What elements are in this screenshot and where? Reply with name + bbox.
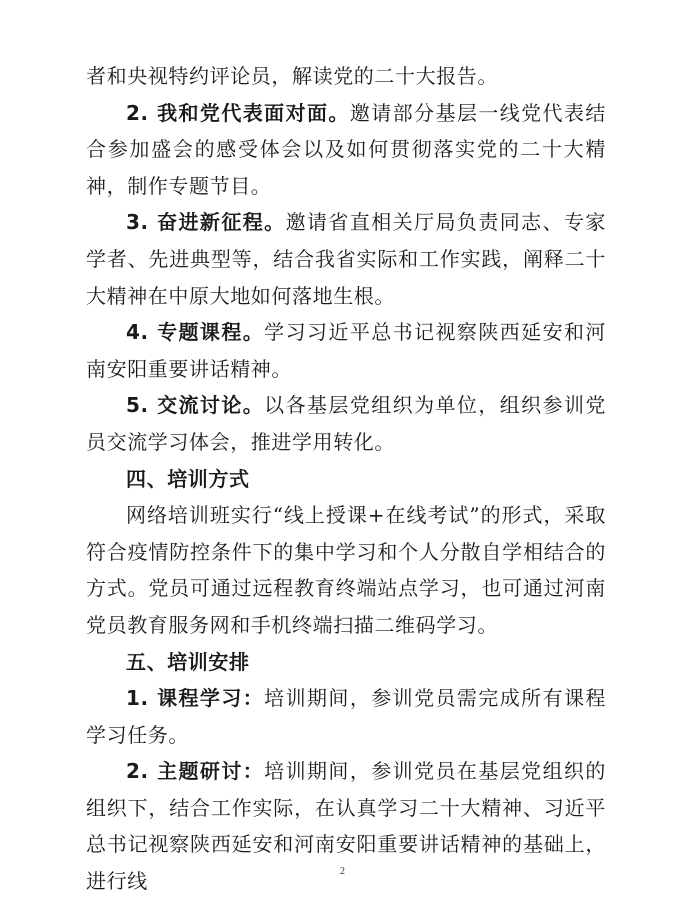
paragraph-lead: 2. 我和党代表面对面。 xyxy=(126,100,350,125)
paragraph-lead: 2. 主题研讨： xyxy=(126,759,265,784)
body-paragraph xyxy=(86,204,606,314)
body-paragraph xyxy=(86,95,606,205)
paragraph-text: 邀请部分基层一线党代表结合参加盛会的感受体会以及如何贯彻落实党的二十大精神，制作专题节目。 xyxy=(86,100,606,198)
paragraph-lead: 4. 专题课程。 xyxy=(126,320,265,345)
body-paragraph xyxy=(86,497,606,643)
body-paragraph xyxy=(86,753,606,899)
paragraph-text: 以各基层党组织为单位，组织参训党员交流学习体会，推进学用转化。 xyxy=(86,393,606,454)
paragraph-text: 学习习近平总书记视察陕西延安和河南安阳重要讲话精神。 xyxy=(86,320,606,381)
page-number: 2 xyxy=(340,866,345,877)
paragraph-text: 培训期间，参训党员在基层党组织的组织下，结合工作实际，在认真学习二十大精神、习近平总书记视察陕西延安和河南安阳重要讲话精神的基础上，进行线 xyxy=(86,759,606,894)
paragraph-lead: 3. 奋进新征程。 xyxy=(126,210,286,235)
body-paragraph xyxy=(86,387,606,460)
paragraph-text: 培训期间，参训党员需完成所有课程学习任务。 xyxy=(86,686,606,747)
paragraph-text: 邀请省直相关厅局负责同志、专家学者、先进典型等，结合我省实际和工作实践，阐释二十大精神在中原大地如何落地生根。 xyxy=(86,210,606,308)
body-paragraph xyxy=(86,58,606,95)
section-heading: 四、培训方式 xyxy=(126,466,250,491)
body-paragraph xyxy=(86,680,606,753)
section-heading: 五、培训安排 xyxy=(126,649,250,674)
paragraph-lead: 1. 课程学习： xyxy=(126,686,265,711)
paragraph-text: 者和央视特约评论员，解读党的二十大报告。 xyxy=(86,64,498,88)
paragraph-lead: 5. 交流讨论。 xyxy=(126,393,265,418)
paragraph-text: 网络培训班实行“线上授课+在线考试”的形式，采取符合疫情防控条件下的集中学习和个人分散自学相结合的方式。党员可通过远程教育终端站点学习，也可通过河南党员教育服务网和手机终端扫描二维码学习。 xyxy=(86,503,606,637)
document-body xyxy=(86,58,606,900)
body-paragraph xyxy=(86,314,606,387)
